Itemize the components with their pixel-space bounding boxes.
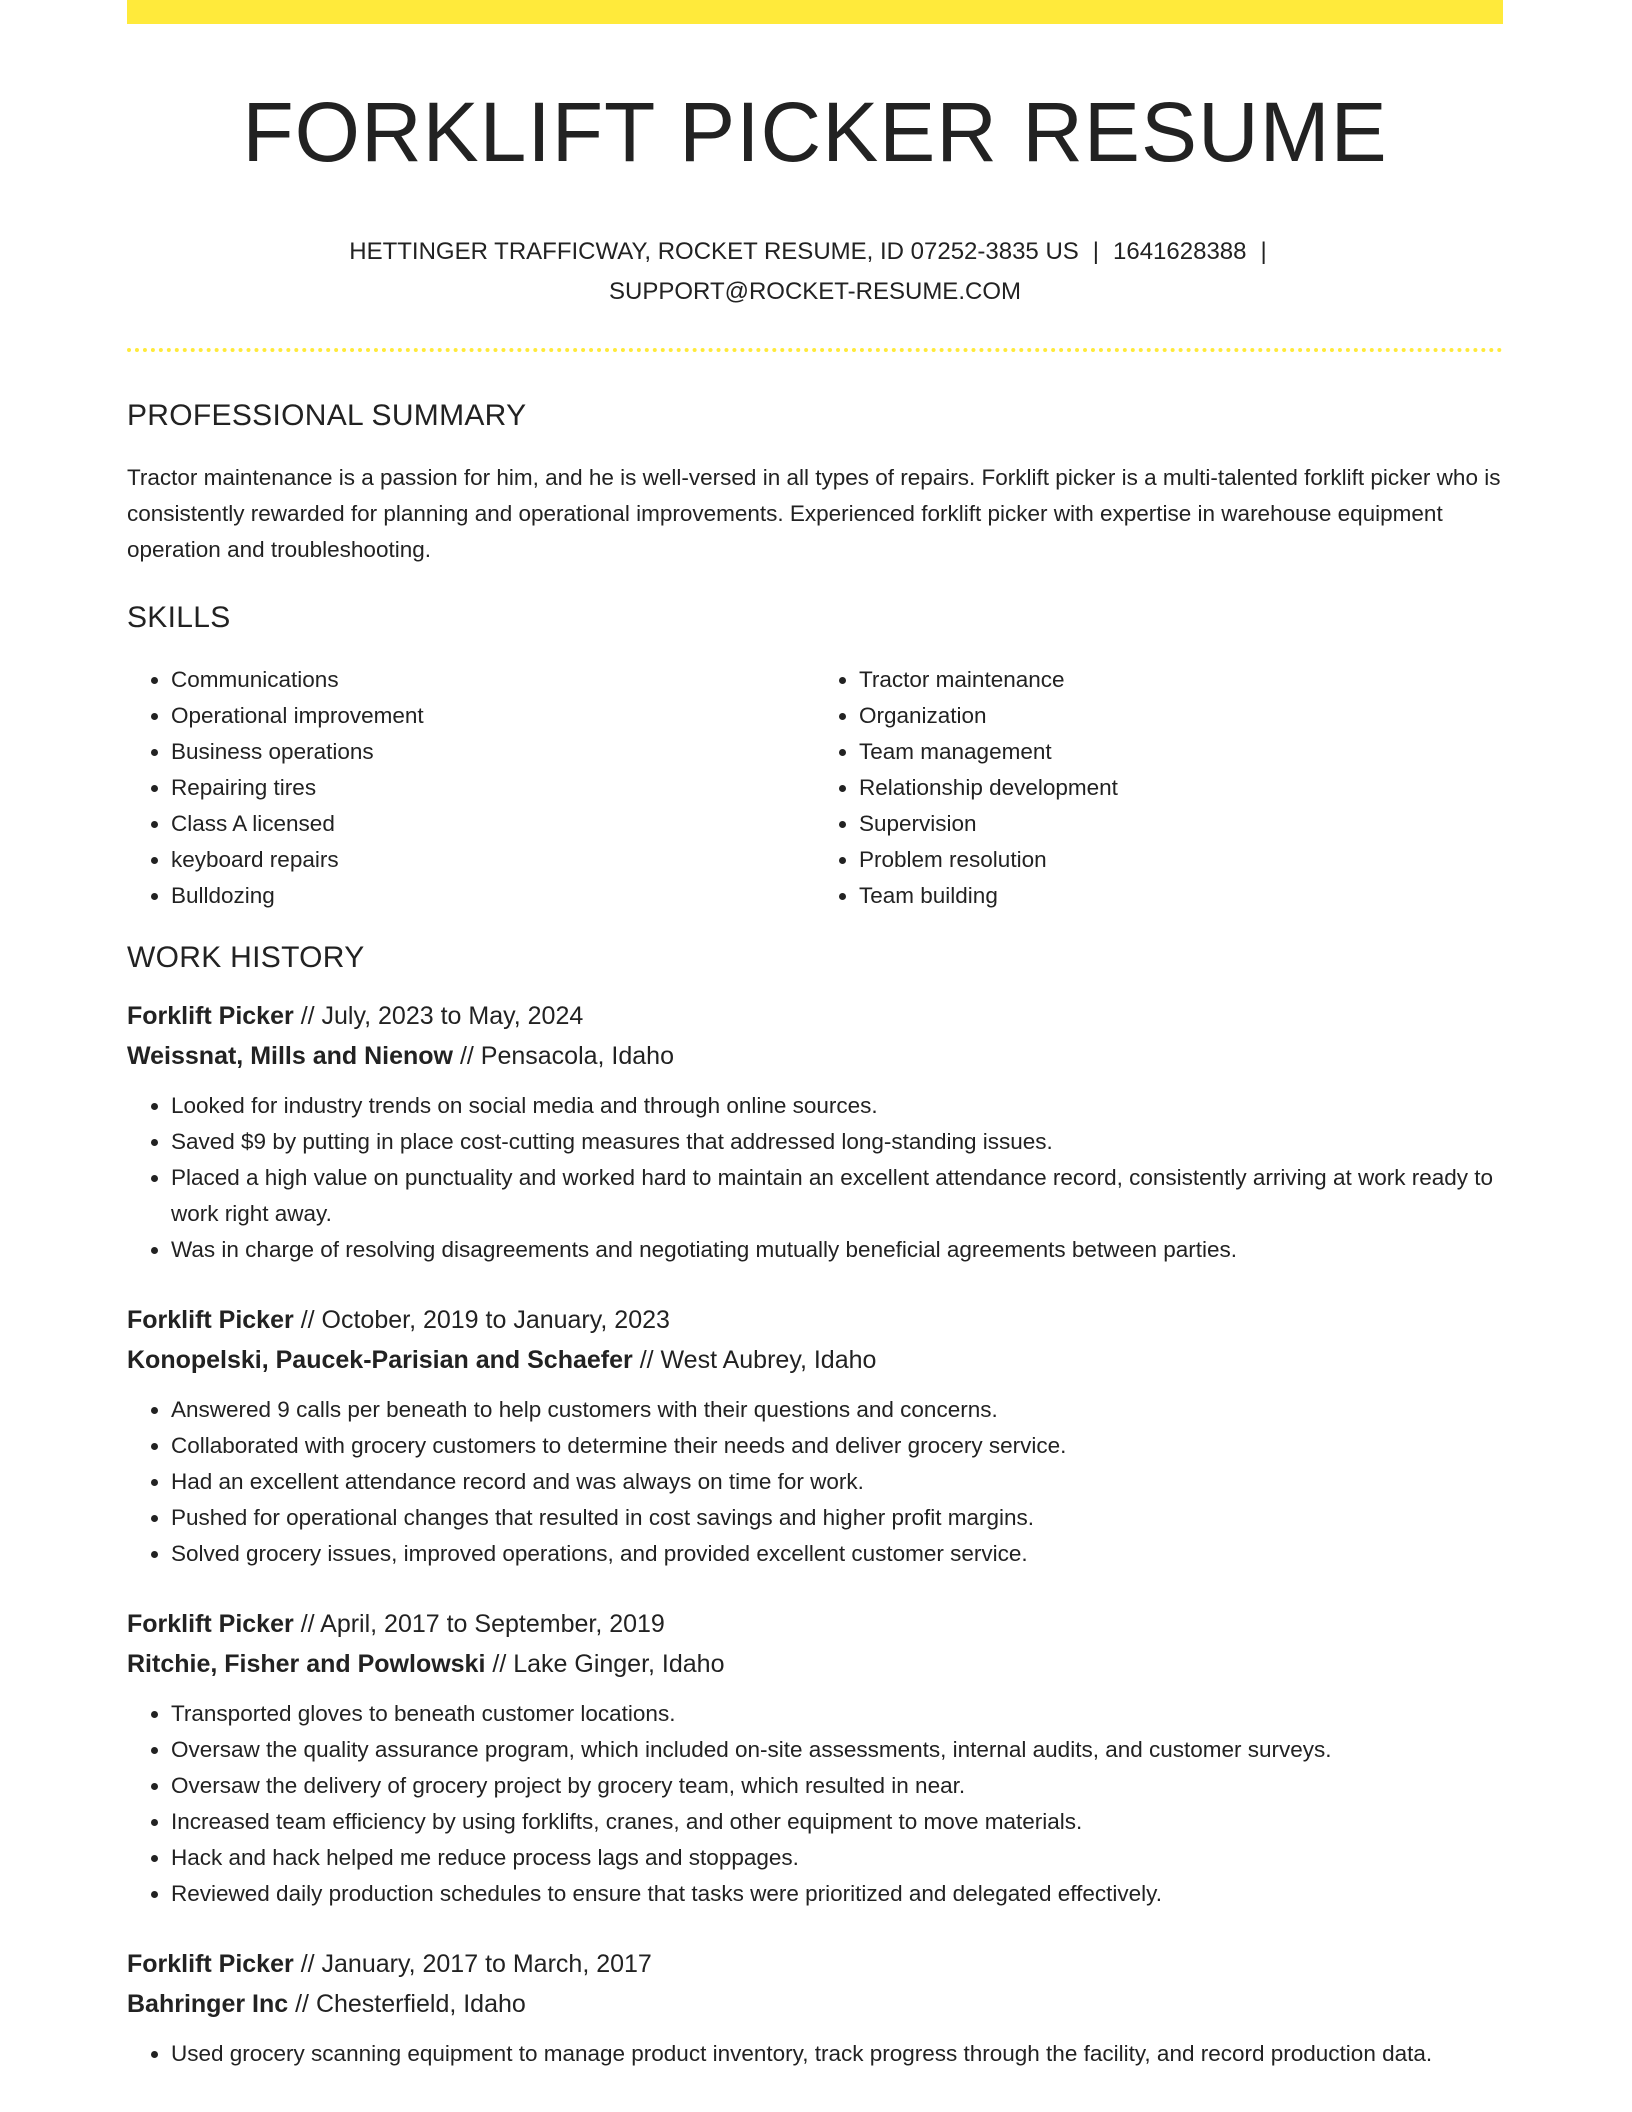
- skills-heading: SKILLS: [127, 601, 231, 634]
- skill-item: • keyboard repairs: [171, 842, 815, 878]
- work-history-list: [127, 996, 1503, 2072]
- job-dates: // January, 2017 to March, 2017: [300, 1950, 652, 1978]
- job-title: Forklift Picker: [127, 1950, 294, 1978]
- duty-item: • Reviewed daily production schedules to ensure that tasks were prioritized and delegated effectively.: [171, 1876, 1503, 1912]
- job-duties: [127, 2036, 1503, 2072]
- resume-page: [127, 0, 1503, 2072]
- skill-item: • Communications: [171, 662, 815, 698]
- skill-item: • Repairing tires: [171, 770, 815, 806]
- resume-title: FORKLIFT PICKER RESUME: [242, 85, 1388, 179]
- duty-item: • Was in charge of resolving disagreements and negotiating mutually beneficial agreements between parties.: [171, 1232, 1503, 1268]
- duty-item: • Used grocery scanning equipment to manage product inventory, track progress through the facility, and record production data.: [171, 2036, 1503, 2072]
- duty-item: • Pushed for operational changes that resulted in cost savings and higher profit margins.: [171, 1500, 1503, 1536]
- contact-separator: |: [1260, 238, 1267, 265]
- job-title-line: [127, 1604, 1503, 1644]
- header-divider: [127, 348, 1503, 352]
- skill-item: • Organization: [859, 698, 1503, 734]
- skill-item: • Supervision: [859, 806, 1503, 842]
- skills-column-left: [127, 662, 815, 914]
- duty-item: • Placed a high value on punctuality and worked hard to maintain an excellent attendance record, consistently arriving at work ready to work right away.: [171, 1160, 1503, 1232]
- job-duties: [127, 1088, 1503, 1268]
- job-company: Weissnat, Mills and Nienow: [127, 1042, 453, 1070]
- summary-text: Tractor maintenance is a passion for him, and he is well-versed in all types of repairs. Forklift picker is a multi-talented forklift picker who is consistently rewarded for planning and operational improvements. Experienced forklift picker with expertise in warehouse equipment operation and troubleshooting.: [127, 465, 1501, 562]
- job-entry: [127, 1944, 1503, 2072]
- job-company: Ritchie, Fisher and Powlowski: [127, 1650, 486, 1678]
- summary-heading: PROFESSIONAL SUMMARY: [127, 399, 527, 432]
- contact-info: [127, 232, 1503, 312]
- job-company: Konopelski, Paucek-Parisian and Schaefer: [127, 1346, 633, 1374]
- duty-item: • Looked for industry trends on social media and through online sources.: [171, 1088, 1503, 1124]
- duty-item: • Answered 9 calls per beneath to help customers with their questions and concerns.: [171, 1392, 1503, 1428]
- work-history-heading: WORK HISTORY: [127, 941, 365, 974]
- job-dates: // July, 2023 to May, 2024: [300, 1002, 584, 1030]
- duty-item: • Oversaw the delivery of grocery project by grocery team, which resulted in near.: [171, 1768, 1503, 1804]
- job-entry: [127, 996, 1503, 1268]
- job-company-line: [127, 1984, 1503, 2024]
- job-company: Bahringer Inc: [127, 1990, 289, 2018]
- duty-item: • Oversaw the quality assurance program, which included on-site assessments, internal audits, and customer surveys.: [171, 1732, 1503, 1768]
- skills-list: [127, 662, 1503, 914]
- job-duties: [127, 1696, 1503, 1912]
- duty-item: • Solved grocery issues, improved operations, and provided excellent customer service.: [171, 1536, 1503, 1572]
- duty-item: • Increased team efficiency by using forklifts, cranes, and other equipment to move materials.: [171, 1804, 1503, 1840]
- duty-item: • Saved $9 by putting in place cost-cutting measures that addressed long-standing issues.: [171, 1124, 1503, 1160]
- job-title: Forklift Picker: [127, 1002, 294, 1030]
- job-title: Forklift Picker: [127, 1610, 294, 1638]
- duty-item: • Collaborated with grocery customers to determine their needs and deliver grocery service.: [171, 1428, 1503, 1464]
- skill-item: • Tractor maintenance: [859, 662, 1503, 698]
- contact-email: SUPPORT@ROCKET-RESUME.COM: [609, 278, 1021, 305]
- duty-item: • Transported gloves to beneath customer locations.: [171, 1696, 1503, 1732]
- skill-item: • Bulldozing: [171, 878, 815, 914]
- job-location: // West Aubrey, Idaho: [639, 1346, 877, 1374]
- skill-item: • Operational improvement: [171, 698, 815, 734]
- duty-item: • Hack and hack helped me reduce process lags and stoppages.: [171, 1840, 1503, 1876]
- duty-item: • Had an excellent attendance record and was always on time for work.: [171, 1464, 1503, 1500]
- skill-item: • Team management: [859, 734, 1503, 770]
- job-company-line: [127, 1340, 1503, 1380]
- skill-item: • Business operations: [171, 734, 815, 770]
- job-title-line: [127, 1944, 1503, 1984]
- skills-column-right: [815, 662, 1503, 914]
- job-location: // Lake Ginger, Idaho: [492, 1650, 725, 1678]
- skill-item: • Problem resolution: [859, 842, 1503, 878]
- job-dates: // April, 2017 to September, 2019: [300, 1610, 665, 1638]
- job-title-line: [127, 996, 1503, 1036]
- skill-item: • Relationship development: [859, 770, 1503, 806]
- job-company-line: [127, 1644, 1503, 1684]
- job-title-line: [127, 1300, 1503, 1340]
- skill-item: • Class A licensed: [171, 806, 815, 842]
- contact-phone: 1641628388: [1113, 238, 1247, 265]
- job-company-line: [127, 1036, 1503, 1076]
- skill-item: • Team building: [859, 878, 1503, 914]
- job-dates: // October, 2019 to January, 2023: [300, 1306, 670, 1334]
- job-title: Forklift Picker: [127, 1306, 294, 1334]
- job-entry: [127, 1604, 1503, 1912]
- job-location: // Pensacola, Idaho: [459, 1042, 674, 1070]
- contact-separator: |: [1092, 238, 1100, 265]
- job-entry: [127, 1300, 1503, 1572]
- job-duties: [127, 1392, 1503, 1572]
- contact-address: HETTINGER TRAFFICWAY, ROCKET RESUME, ID 07252-3835 US: [349, 238, 1079, 265]
- job-location: // Chesterfield, Idaho: [295, 1990, 526, 2018]
